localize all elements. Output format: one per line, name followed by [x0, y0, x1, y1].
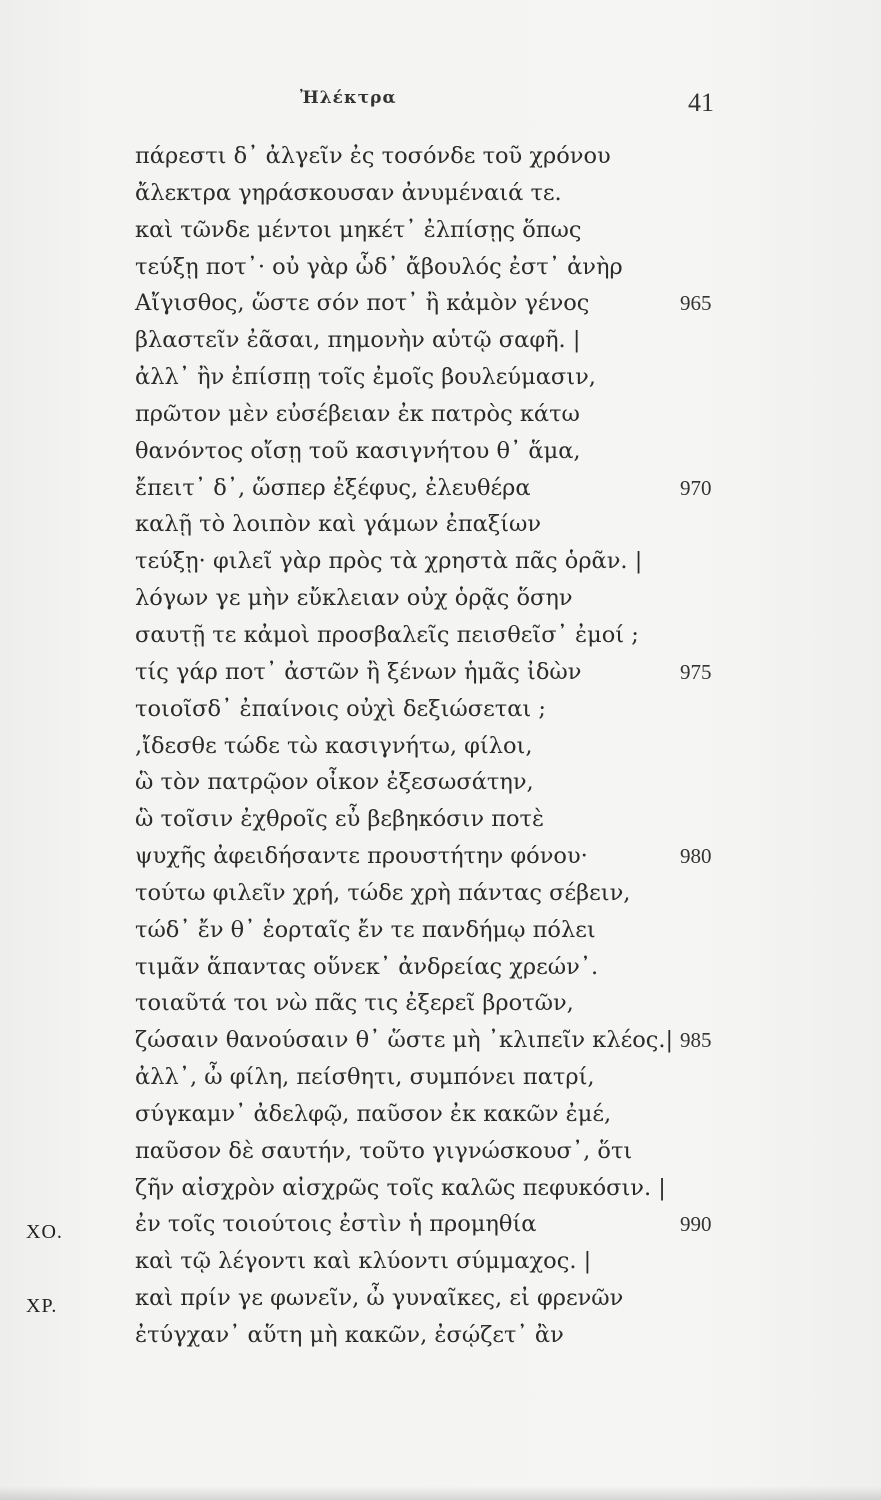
verse-line-text: τεύξῃ ποτ᾽· οὐ γὰρ ὧδ᾽ ἄβουλός ἐστ᾽ ἀνὴρ: [135, 253, 623, 280]
verse-line-text: ,ἴδεσθε τώδε τὼ κασιγνήτω, φίλοι,: [135, 732, 533, 759]
verse-line-text: θανόντος οἴσῃ τοῦ κασιγνήτου θ᾽ ἅμα,: [135, 437, 581, 464]
verse-line: [0, 1317, 881, 1354]
verse-line: [0, 764, 881, 801]
verse-line: [0, 285, 881, 322]
verse-line-text: ὣ τὸν πατρῷον οἶκον ἐξεσωσάτην,: [135, 769, 534, 796]
verse-line-text: Αἴγισθος, ὥστε σόν ποτ᾽ ἢ κἀμὸν γένος: [135, 290, 590, 317]
verse-line-text: καὶ πρίν γε φωνεῖν, ὦ γυναῖκες, εἰ φρενῶν: [135, 1285, 624, 1312]
verse-line-text: ψυχῆς ἀφειδήσαντε προυστήτην φόνου·: [135, 843, 588, 870]
verse-line-text: τοιαῦτά τοι νὼ πᾶς τις ἐξερεῖ βροτῶν,: [135, 990, 574, 1017]
verse-line: [0, 654, 881, 691]
verse-line: [0, 543, 881, 580]
verse-line-text: πάρεστι δ᾽ ἀλγεῖν ἐς τοσόνδε τοῦ χρόνου: [135, 143, 611, 169]
verse-line-text: ἐτύγχαν᾽ αὕτη μὴ κακῶν, ἐσῴζετ᾽ ἂν: [135, 1322, 564, 1348]
verse-line: [0, 912, 881, 949]
verse-line: [0, 875, 881, 912]
verse-line: [0, 691, 881, 728]
line-number: 980: [680, 844, 712, 869]
verse-line: [0, 433, 881, 470]
verse-line-text: σύγκαμν᾽ ἀδελφῷ, παῦσον ἐκ κακῶν ἐμέ,: [135, 1100, 612, 1127]
verse-line-text: πρῶτον μὲν εὐσέβειαν ἐκ πατρὸς κάτω: [135, 400, 580, 427]
line-number: 975: [680, 659, 712, 684]
verse-line: [0, 1059, 881, 1096]
verse-line-text: παῦσον δὲ σαυτήν, τοῦτο γιγνώσκουσ᾽, ὅτι: [135, 1137, 633, 1164]
verse-line: [0, 801, 881, 838]
verse-line: [0, 359, 881, 396]
verse-line: [0, 1280, 881, 1317]
verse-line: [0, 1133, 881, 1170]
verse-line: [0, 1170, 881, 1207]
verse-line-text: ὣ τοῖσιν ἐχθροῖς εὖ βεβηκόσιν ποτὲ: [135, 806, 545, 833]
page-bottom-shadow: [0, 1486, 881, 1500]
verse-line: [0, 322, 881, 359]
line-number: 970: [680, 475, 712, 500]
line-number: 985: [680, 1028, 712, 1053]
verse-line: [0, 1022, 881, 1059]
verse-line-text: ζῆν αἰσχρὸν αἰσχρῶς τοῖς καλῶς πεφυκόσιν. |: [135, 1174, 666, 1201]
verse-line-text: ἀλλ᾽ ἢν ἐπίσπῃ τοῖς ἐμοῖς βουλεύμασιν,: [135, 364, 596, 391]
verse-line-text: ἔπειτ᾽ δ᾽, ὥσπερ ἐξέφυς, ἐλευθέρα: [135, 474, 531, 501]
verse-line-text: καὶ τῶνδε μέντοι μηκέτ᾽ ἐλπίσῃς ὅπως: [135, 216, 582, 243]
verse-line: [0, 1206, 881, 1243]
verse-line-text: τεύξῃ· φιλεῖ γὰρ πρὸς τὰ χρηστὰ πᾶς ὁρᾶν. |: [135, 548, 643, 575]
verse-line: [0, 1243, 881, 1280]
verse-line: [0, 985, 881, 1022]
verse-line: [0, 838, 881, 875]
speaker-label: ΧΡ.: [26, 1295, 58, 1318]
verse-line: [0, 949, 881, 986]
page-number: 41: [688, 88, 714, 117]
verse-line-text: ζώσαιν θανούσαιν θ᾽ ὥστε μὴ ᾽κλιπεῖν κλέος.|: [135, 1027, 674, 1054]
verse-line-text: τίς γάρ ποτ᾽ ἀστῶν ἢ ξένων ἡμᾶς ἰδὼν: [135, 658, 582, 685]
verse-line-text: βλαστεῖν ἐᾶσαι, πημονὴν αὑτῷ σαφῆ. |: [135, 327, 581, 354]
verse-line: [0, 249, 881, 286]
verse-line-text: λόγων γε μὴν εὔκλειαν οὐχ ὁρᾷς ὅσην: [135, 585, 573, 612]
verse-line-text: ἐν τοῖς τοιούτοις ἐστὶν ἡ προμηθία: [135, 1211, 537, 1238]
verse-line: [0, 617, 881, 654]
verse-text-block: [0, 138, 881, 1354]
verse-line-text: ἀλλ᾽, ὦ φίλη, πείσθητι, συμπόνει πατρί,: [135, 1064, 595, 1091]
verse-line-text: τούτω φιλεῖν χρή, τώδε χρὴ πάντας σέβειν,: [135, 879, 631, 906]
verse-line-text: τοιοῖσδ᾽ ἐπαίνοις οὐχὶ δεξιώσεται ;: [135, 695, 546, 722]
verse-line: [0, 212, 881, 249]
line-number: 990: [680, 1212, 712, 1237]
running-title: Ἠλέκτρα: [300, 88, 397, 108]
verse-line-text: καὶ τῷ λέγοντι καὶ κλύοντι σύμμαχος. |: [135, 1248, 592, 1275]
verse-line-text: καλῇ τὸ λοιπὸν καὶ γάμων ἐπαξίων: [135, 511, 542, 538]
verse-line: [0, 175, 881, 212]
verse-line: [0, 1096, 881, 1133]
verse-line: [0, 580, 881, 617]
verse-line: [0, 728, 881, 765]
verse-line: [0, 396, 881, 433]
verse-line: [0, 470, 881, 507]
verse-line-text: σαυτῇ τε κἀμοὶ προσβαλεῖς πεισθεῖσ᾽ ἐμοί ;: [135, 621, 639, 648]
verse-line-text: τιμᾶν ἅπαντας οὕνεκ᾽ ἀνδρείας χρεών᾽.: [135, 953, 599, 980]
speaker-label: ΧΟ.: [26, 1221, 63, 1244]
verse-line: [0, 506, 881, 543]
line-number: 965: [680, 291, 712, 316]
verse-line: [0, 138, 881, 175]
verse-line-text: ἄλεκτρα γηράσκουσαν ἀνυμέναιά τε.: [135, 179, 562, 206]
verse-line-text: τώδ᾽ ἔν θ᾽ ἑορταῖς ἔν τε πανδήμῳ πόλει: [135, 916, 596, 943]
